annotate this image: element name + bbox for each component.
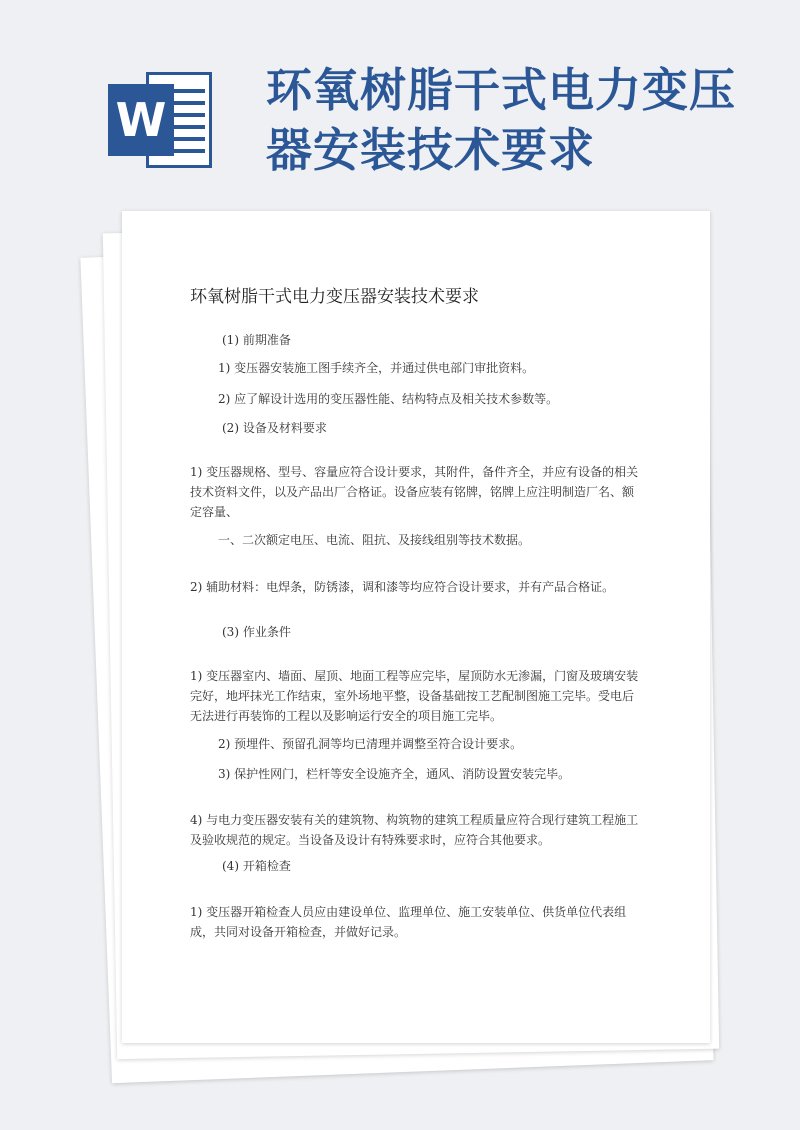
section-heading: (2) 设备及材料要求 [222, 421, 327, 435]
paragraph: 2) 预埋件、预留孔洞等均已清理并调整至符合设计要求。 [218, 737, 523, 751]
document-title: 环氧树脂干式电力变压器安装技术要求 [190, 287, 479, 307]
page-title: 环氧树脂干式电力变压器安装技术要求 [266, 63, 736, 177]
paragraph: 1) 变压器规格、型号、容量应符合设计要求，其附件，备件齐全，并应有设备的相关技术资料文件，以及产品出厂合格证。设备应装有铭牌，铭牌上应注明制造厂名、额定容量、 [190, 465, 639, 519]
header [0, 0, 800, 200]
section-heading: (1) 前期准备 [222, 333, 291, 347]
section-heading: (4) 开箱检查 [222, 859, 291, 873]
paragraph: 一、二次额定电压、电流、阻抗、及接线组别等技术数据。 [218, 533, 531, 547]
paragraph: 3) 保护性网门，栏杆等安全设施齐全，通风、消防设置安装完毕。 [218, 767, 571, 781]
paragraph: 2) 辅助材料：电焊条，防锈漆，调和漆等均应符合设计要求，并有产品合格证。 [190, 580, 615, 594]
section-heading: (3) 作业条件 [222, 625, 291, 639]
paragraph: 1) 变压器安装施工图手续齐全，并通过供电部门审批资料。 [218, 361, 535, 375]
word-document-icon [108, 70, 216, 170]
paragraph: 2) 应了解设计选用的变压器性能、结构特点及相关技术参数等。 [218, 392, 559, 406]
word-badge: W [108, 84, 174, 156]
paragraph: 1) 变压器室内、墙面、屋顶、地面工程等应完毕，屋顶防水无渗漏，门窗及玻璃安装完好，地坪抹光工作结束，室外场地平整，设备基础按工艺配制图施工完毕。受电后无法进行再装饰的工程以及影响运行安全的项目施工完毕。 [190, 669, 639, 723]
paragraph: 4) 与电力变压器安装有关的建筑物、构筑物的建筑工程质量应符合现行建筑工程施工及验收规范的规定。当设备及设计有特殊要求时，应符合其他要求。 [190, 813, 639, 847]
paragraph: 1) 变压器开箱检查人员应由建设单位、监理单位、施工安装单位、供货单位代表组成，共同对设备开箱检查，并做好记录。 [190, 905, 627, 939]
